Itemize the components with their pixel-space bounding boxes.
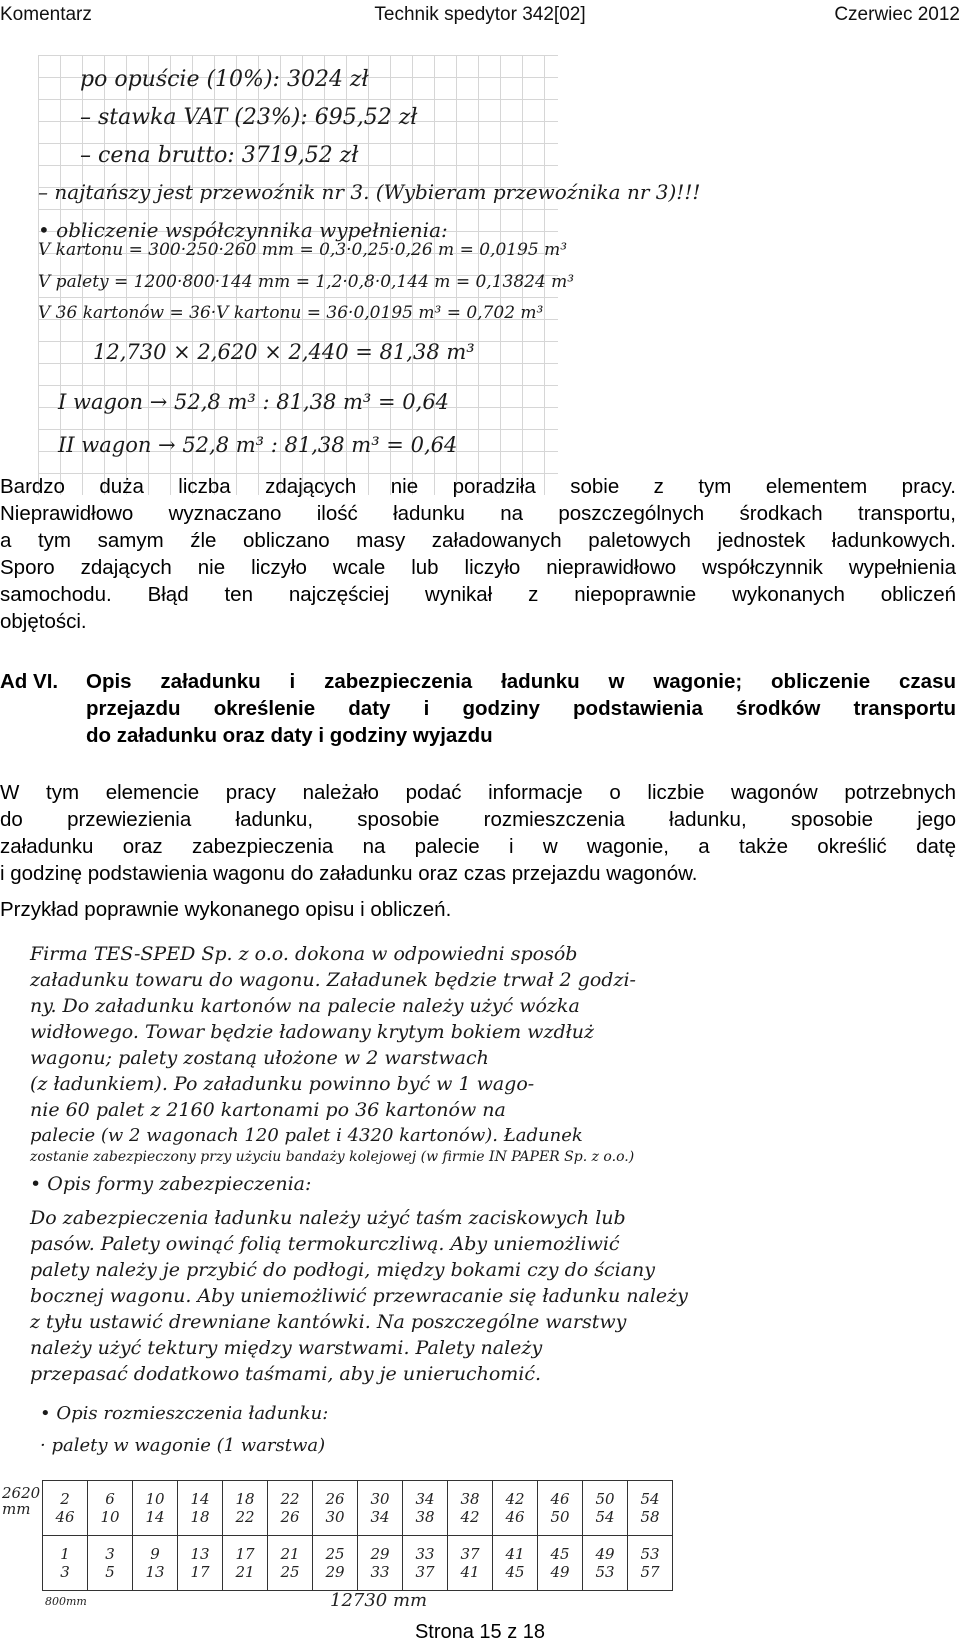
hand-line: po opuście (10%): 3024 zł (80, 67, 369, 92)
text-line: załadunku oraz zabezpieczenia na palecie i w wagonie, a także określić datę (0, 835, 956, 858)
pallet-cell: 22 26 (268, 1481, 313, 1536)
pallet-cell: 21 25 (268, 1536, 313, 1591)
hand-line: II wagon → 52,8 m³ : 81,38 m³ = 0,64 (58, 433, 458, 457)
header-right: Czerwiec 2012 (834, 4, 960, 25)
pallet-cell: 41 45 (493, 1536, 538, 1591)
text-line: Przykład poprawnie wykonanego opisu i obliczeń. (0, 898, 452, 921)
section-title-line: przejazdu określenie daty i godziny podstawienia środków transportu (86, 697, 956, 720)
pallet-layout-table (42, 1480, 673, 1591)
page-footer: Strona 15 z 18 (414, 1621, 546, 1643)
text-line: samochodu. Błąd ten najczęściej wynikał z niepoprawnie wykonanych obliczeń (0, 583, 956, 606)
pallet-row-top (43, 1481, 673, 1536)
hand-line: – najtańszy jest przewoźnik nr 3. (Wybieram przewoźnika nr 3)!!! (38, 180, 701, 204)
pallet-cell: 26 30 (313, 1481, 358, 1536)
hand-line: (z ładunkiem). Po załadunku powinno być w 1 wago- (30, 1073, 535, 1095)
text-line: W tym elemencie pracy należało podać informacje o liczbie wagonów potrzebnych (0, 781, 956, 804)
handwritten-loading-description-scan (0, 935, 960, 1615)
pallet-cell: 29 33 (358, 1536, 403, 1591)
pallet-cell: 13 17 (178, 1536, 223, 1591)
text-line: Sporo zdających nie liczyło wcale lub liczyło nieprawidłowo współczynnik wypełnienia (0, 556, 956, 579)
hand-line: • obliczenie współczynnika wypełnienia: (38, 218, 448, 242)
pallet-cell: 14 18 (178, 1481, 223, 1536)
text-line: do przewiezienia ładunku, sposobie rozmieszczenia ładunku, sposobie jego (0, 808, 956, 831)
pallet-cell: 9 13 (133, 1536, 178, 1591)
hand-line: widłowego. Towar będzie ładowany krytym bokiem wzdłuż (30, 1021, 595, 1043)
hand-line: przepasać dodatkowo taśmami, aby je unieruchomić. (30, 1363, 542, 1385)
hand-line: palety należy je przybić do podłogi, między bokami czy do ściany (30, 1259, 655, 1281)
section-title-line: Opis załadunku i zabezpieczenia ładunku w wagonie; obliczenie czasu (86, 670, 956, 693)
pallet-cell: 49 53 (583, 1536, 628, 1591)
hand-line: V palety = 1200·800·144 mm = 1,2·0,8·0,144 m = 0,13824 m³ (38, 272, 575, 292)
pallet-cell: 2 46 (43, 1481, 88, 1536)
header-left: Komentarz (0, 4, 92, 25)
pallet-cell: 17 21 (223, 1536, 268, 1591)
pallet-cell: 50 54 (583, 1481, 628, 1536)
section-title-line: do załadunku oraz daty i godziny wyjazdu (86, 724, 493, 747)
hand-line: V kartonu = 300·250·260 mm = 0,3·0,25·0,26 m = 0,0195 m³ (38, 240, 568, 260)
pallet-cell: 6 10 (88, 1481, 133, 1536)
width-dimension-label: 2620 mm (2, 1484, 41, 1518)
text-line: objętości. (0, 610, 87, 633)
pallet-cell: 46 50 (538, 1481, 583, 1536)
pallet-cell: 53 57 (628, 1536, 673, 1591)
hand-line: bocznej wagonu. Aby uniemożliwić przewracanie się ładunku należy (30, 1285, 688, 1307)
pallet-cell: 25 29 (313, 1536, 358, 1591)
hand-line: V 36 kartonów = 36·V kartonu = 36·0,0195 m³ = 0,702 m³ (38, 303, 544, 323)
paragraph-comment (0, 473, 956, 635)
pallet-cell: 3 5 (88, 1536, 133, 1591)
hand-line: wagonu; palety zostaną ułożone w 2 warstwach (30, 1047, 489, 1069)
pallet-cell: 34 38 (403, 1481, 448, 1536)
hand-line: Firma TES-SPED Sp. z o.o. dokona w odpowiedni sposób (30, 943, 578, 965)
hand-line: • Opis rozmieszczenia ładunku: (40, 1403, 329, 1424)
hand-line: zostanie zabezpieczony przy użyciu bandaży kolejowej (w firmie IN PAPER Sp. z o.o.) (30, 1149, 635, 1165)
pallet-cell: 37 41 (448, 1536, 493, 1591)
hand-line: I wagon → 52,8 m³ : 81,38 m³ = 0,64 (58, 390, 450, 414)
pallet-cell: 42 46 (493, 1481, 538, 1536)
pallet-width-label: 800mm (45, 1595, 87, 1608)
section-heading (0, 668, 956, 749)
hand-line: ny. Do załadunku kartonów na palecie należy użyć wózka (30, 995, 580, 1017)
pallet-cell: 10 14 (133, 1481, 178, 1536)
hand-line: nie 60 palet z 2160 kartonami po 36 kartonów na (30, 1099, 506, 1121)
text-line: a tym samym źle obliczano masy załadowanych paletowych jednostek ładunkowych. (0, 529, 956, 552)
hand-line: · palety w wagonie (1 warstwa) (40, 1435, 326, 1456)
pallet-cell: 38 42 (448, 1481, 493, 1536)
pallet-cell: 54 58 (628, 1481, 673, 1536)
hand-line: – cena brutto: 3719,52 zł (80, 143, 359, 168)
text-line: i godzinę podstawienia wagonu do załadunku oraz czas przejazdu wagonów. (0, 862, 698, 885)
pallet-cell: 33 37 (403, 1536, 448, 1591)
hand-line: 12,730 × 2,620 × 2,440 = 81,38 m³ (93, 340, 475, 364)
pallet-cell: 18 22 (223, 1481, 268, 1536)
hand-line: załadunku towaru do wagonu. Załadunek będzie trwał 2 godzi- (30, 969, 636, 991)
section-label: Ad VI. (0, 670, 59, 693)
pallet-cell: 30 34 (358, 1481, 403, 1536)
text-line: Nieprawidłowo wyznaczano ilość ładunku na poszczególnych środkach transportu, (0, 502, 956, 525)
hand-line: z tyłu ustawić drewniane kantówki. Na poszczególne warstwy (30, 1311, 627, 1333)
page-header (0, 0, 960, 30)
hand-line: palecie (w 2 wagonach 120 palet i 4320 kartonów). Ładunek (30, 1125, 583, 1146)
pallet-row-bottom (43, 1536, 673, 1591)
pallet-cell: 45 49 (538, 1536, 583, 1591)
hand-line: • Opis formy zabezpieczenia: (30, 1173, 312, 1195)
text-line: Bardzo duża liczba zdających nie poradziła sobie z tym elementem pracy. (0, 475, 956, 498)
paragraph-example-intro (0, 896, 956, 923)
hand-line: – stawka VAT (23%): 695,52 zł (80, 105, 418, 130)
paragraph-requirements (0, 779, 956, 887)
header-center: Technik spedytor 342[02] (374, 4, 586, 25)
hand-line: pasów. Palety owinąć folią termokurczliwą. Aby uniemożliwić (30, 1233, 620, 1255)
hand-line: Do zabezpieczenia ładunku należy użyć taśm zaciskowych lub (30, 1207, 626, 1229)
hand-line: należy użyć tektury między warstwami. Palety należy (30, 1337, 543, 1359)
length-dimension-label: 12730 mm (330, 1590, 428, 1611)
pallet-cell: 1 3 (43, 1536, 88, 1591)
